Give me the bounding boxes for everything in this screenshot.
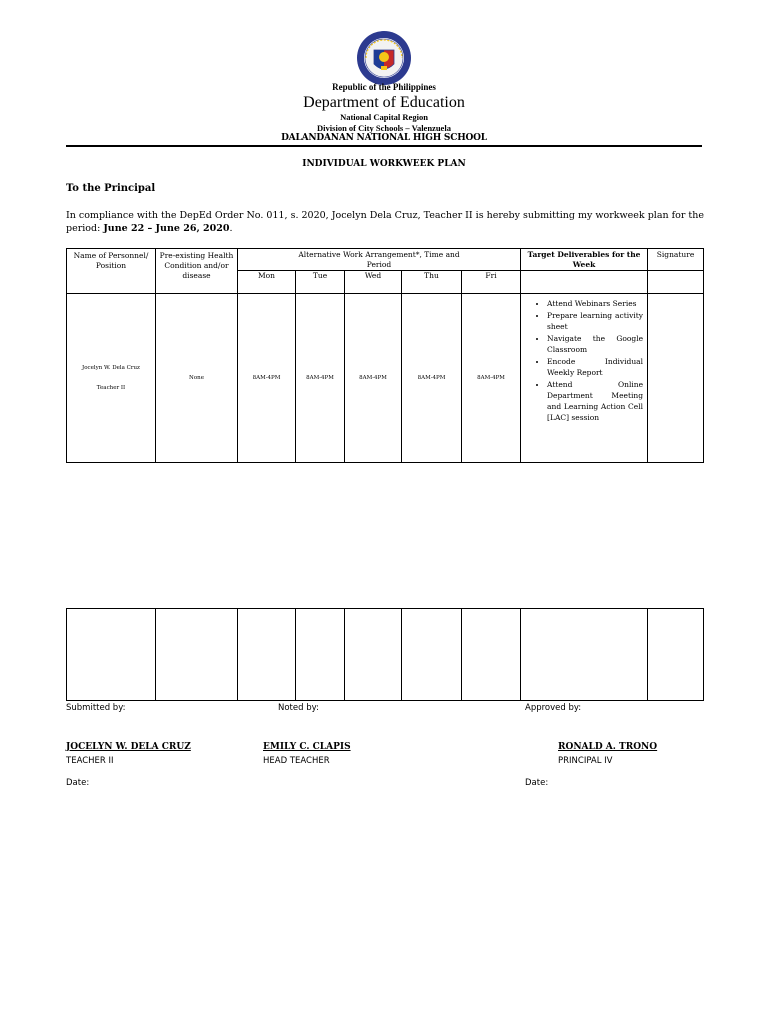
day-header: Mon <box>238 271 296 294</box>
header-deliverables: Target Deliverables for the Week <box>521 249 648 271</box>
date-label-left: Date: <box>66 778 90 788</box>
approved-by-title: PRINCIPAL IV <box>558 756 613 766</box>
list-item: • Attend Webinars Series <box>547 298 643 309</box>
document-title: INDIVIDUAL WORKWEEK PLAN <box>302 159 466 169</box>
header-divider <box>66 145 702 147</box>
time-thu: 8AM-4PM <box>402 294 462 463</box>
header-health-condition: Pre-existing Health Condition and/or disease <box>156 249 238 294</box>
signature-cell <box>648 294 704 463</box>
blank-cell <box>402 609 462 701</box>
header-name-position: Name of Personnel/ Position <box>67 249 156 294</box>
submitted-by-name: JOCELYN W. DELA CRUZ <box>66 742 191 752</box>
intro-text: In compliance with the DepEd Order No. 011, s. 2020, Jocelyn Dela Cruz, Teacher II is hereby submitting my workweek plan for the period: <box>66 210 704 234</box>
republic-line: Republic of the Philippines <box>332 82 436 92</box>
list-item: • Encode Individual Weekly Report <box>547 356 643 378</box>
list-item: • Navigate the Google Classroom <box>547 333 643 355</box>
approved-by-name: RONALD A. TRONO <box>558 742 658 752</box>
blank-plan-table <box>66 608 704 701</box>
blank-cell <box>67 609 156 701</box>
day-header: Thu <box>402 271 462 294</box>
header-work-arrangement: Alternative Work Arrangement*, Time and Period <box>238 249 521 271</box>
deliverables-cell <box>521 294 648 463</box>
salutation: To the Principal <box>66 183 156 194</box>
time-tue: 8AM-4PM <box>296 294 345 463</box>
health-condition: None <box>156 294 238 463</box>
blank-cell <box>345 609 402 701</box>
blank-cell <box>648 609 704 701</box>
submitted-by-label: Submitted by: <box>66 703 126 713</box>
list-item: • Prepare learning activity sheet <box>547 310 643 332</box>
approved-by-label: Approved by: <box>525 703 582 713</box>
personnel-name: Jocelyn W. Dela Cruz <box>82 365 140 371</box>
submitted-by-title: TEACHER II <box>66 756 114 766</box>
deliverables-list <box>521 298 647 423</box>
list-item: • Attend Online Department Meeting and Learning Action Cell [LAC] session <box>547 379 643 423</box>
personnel-position: Teacher II <box>96 385 126 391</box>
personnel-cell <box>67 294 156 463</box>
intro-paragraph <box>66 209 706 235</box>
period-dates: June 22 – June 26, 2020 <box>103 223 230 234</box>
period-end: . <box>229 223 233 234</box>
date-label-right: Date: <box>525 778 549 788</box>
blank-cell <box>462 609 521 701</box>
noted-by-label: Noted by: <box>278 703 319 713</box>
blank-cell <box>296 609 345 701</box>
header-signature: Signature <box>648 249 704 271</box>
blank-cell <box>521 609 648 701</box>
department-name: Department of Education <box>303 94 465 111</box>
deliverables-subheader <box>521 271 648 294</box>
time-mon: 8AM-4PM <box>238 294 296 463</box>
deped-seal-logo <box>356 30 412 86</box>
blank-cell <box>156 609 238 701</box>
workweek-plan-table <box>66 248 704 463</box>
division-line: Division of City Schools – Valenzuela <box>317 123 451 133</box>
time-wed: 8AM-4PM <box>345 294 402 463</box>
time-fri: 8AM-4PM <box>462 294 521 463</box>
day-header: Wed <box>345 271 402 294</box>
day-header: Fri <box>462 271 521 294</box>
region-line: National Capital Region <box>340 112 428 122</box>
blank-cell <box>238 609 296 701</box>
signature-subheader <box>648 271 704 294</box>
noted-by-name: EMILY C. CLAPIS <box>263 742 351 752</box>
day-header: Tue <box>296 271 345 294</box>
noted-by-title: HEAD TEACHER <box>263 756 330 766</box>
school-name: DALANDANAN NATIONAL HIGH SCHOOL <box>281 133 487 143</box>
